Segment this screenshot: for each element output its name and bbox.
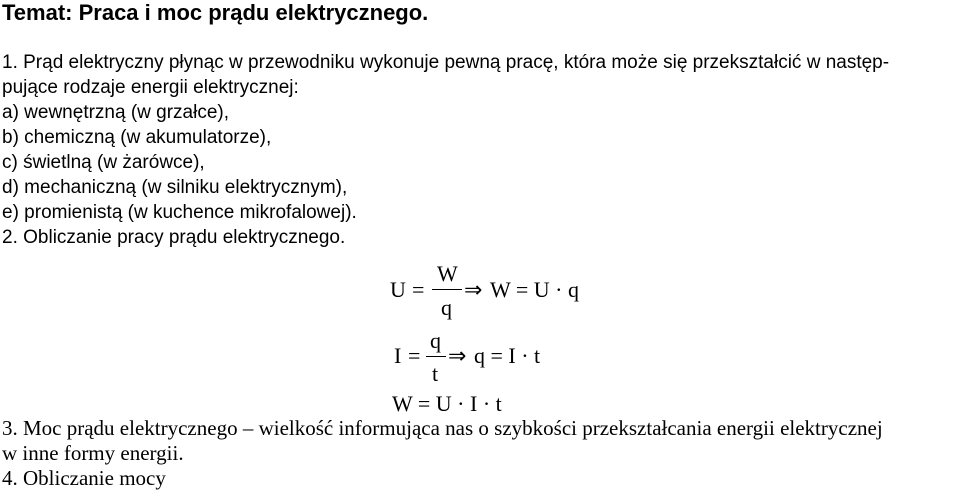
page-title: Temat: Praca i moc prądu elektrycznego.	[2, 0, 429, 25]
section4-heading: 4. Obliczanie mocy	[2, 466, 166, 490]
eq1-denominator: q	[441, 295, 452, 320]
eq1-equals: =	[412, 277, 425, 302]
section3-line2: w inne formy energii.	[2, 441, 184, 465]
section1-line1: 1. Prąd elektryczny płynąc w przewodniku wykonuje pewną pracę, która może się przekształcić w następ-	[2, 52, 890, 73]
eq2-implies-arrow: ⇒	[448, 343, 467, 368]
list-item-b: b) chemiczną (w akumulatorze),	[2, 127, 272, 148]
section1-line2: pujące rodzaje energii elektrycznej:	[2, 77, 299, 98]
eq1-fraction-bar	[432, 289, 462, 290]
eq2-rhs: q = I · t	[474, 343, 541, 368]
section3-line1: 3. Moc prądu elektrycznego – wielkość informująca nas o szybkości przekształcania energii elektrycznej	[2, 416, 883, 440]
eq2-fraction-bar	[426, 356, 446, 357]
eq1-rhs: W = U · q	[490, 277, 579, 302]
list-item-d: d) mechaniczną (w silniku elektrycznym),	[2, 177, 348, 198]
eq1-lhs: U	[390, 277, 406, 302]
eq2-equals: =	[408, 343, 421, 368]
eq2-denominator: t	[432, 361, 439, 386]
eq3: W = U · I · t	[392, 391, 502, 416]
list-item-a: a) wewnętrzną (w grzałce),	[2, 102, 230, 123]
list-item-c: c) świetlną (w żarówce),	[2, 152, 205, 173]
eq1-numerator: W	[437, 261, 458, 286]
eq1-implies-arrow: ⇒	[464, 277, 483, 302]
eq2-numerator: q	[430, 328, 441, 353]
section2-heading: 2. Obliczanie pracy prądu elektrycznego.	[2, 227, 346, 248]
list-item-e: e) promienistą (w kuchence mikrofalowej).	[2, 202, 357, 223]
eq2-lhs: I	[394, 343, 402, 368]
